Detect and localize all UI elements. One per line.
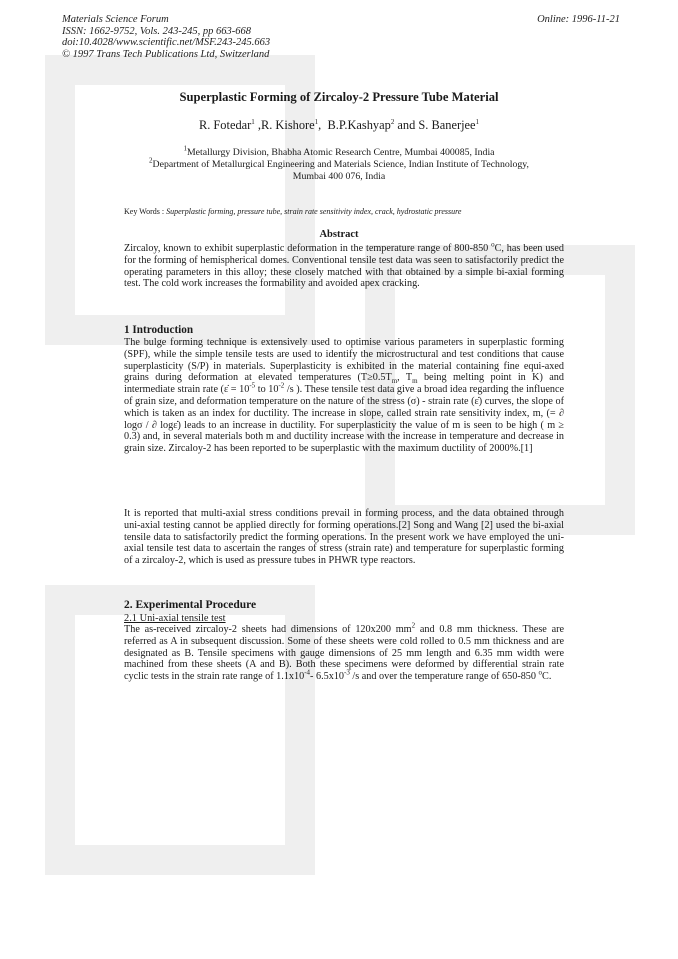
affiliation-2-line2: Mumbai 400 076, India: [292, 171, 386, 182]
paper-title: Superplastic Forming of Zircaloy-2 Pressure Tube Material: [179, 90, 499, 104]
superscript: -2: [278, 381, 285, 390]
text-run: The as-received zircaloy-2 sheets had dimensions of 120x200 mm: [124, 624, 412, 635]
text-run: , T: [397, 372, 413, 384]
abstract-part: C, has been used for the forming of hemispherical domes. Conventional tensile test data was seen to satisfactorily predict the operating parameters in this alloy; these closely matched with that obtained by a simple bi-axial forming test. The cold work increases the formability and avoided apex cracking.: [124, 243, 564, 290]
degree-sup: o: [538, 668, 543, 677]
abstract-text: [124, 240, 564, 290]
section-heading-introduction: 1 Introduction: [124, 324, 194, 336]
keywords: [124, 207, 461, 216]
online-date: Online: 1996-11-21: [537, 14, 620, 25]
keywords-text: Superplastic forming, pressure tube, strain rate sensitivity index, crack, hydrostatic pressure: [166, 207, 462, 216]
journal-doi[interactable]: doi:10.4028/www.scientific.net/MSF.243-245.663: [62, 37, 271, 49]
author-name: S. Banerjee: [418, 118, 476, 132]
journal-issn: ISSN: 1662-9752, Vols. 243-245, pp 663-668: [62, 25, 251, 37]
subsection-heading-tensile: 2.1 Uni-axial tensile test: [124, 613, 226, 624]
text-run: /s and over the temperature range of 650-850: [349, 671, 539, 683]
affiliation-text: Department of Metallurgical Engineering and Materials Science, Indian Institute of Technology,: [152, 159, 529, 170]
subscript: m: [412, 377, 418, 386]
superscript: 2: [411, 621, 416, 630]
abstract-heading: Abstract: [319, 229, 359, 240]
text-run: - 6.5x10: [310, 671, 345, 683]
introduction-paragraph-2: It is reported that multi-axial stress conditions prevail in forming process, and the data obtained through uni-axial testing cannot be applied directly for forming operations.[2] Song and Wang [2] used the bi-axial tensile data to satisfactorily predict the forming operations. In the present work we have employed the uni-axial tensile test data to ascertain the ranges of stress (strain rate) and temperature for superplastic forming of a zircaloy-2, which is used as pressure tubes in PHWR type reactors.: [124, 508, 564, 567]
abstract-part: Zircaloy, known to exhibit superplastic deformation in the temperature range of 800-850: [124, 243, 492, 254]
affiliation-sup: 2: [149, 156, 153, 165]
author-name: R. Kishore: [260, 118, 315, 132]
superscript: -3: [344, 668, 350, 677]
journal-name: Materials Science Forum: [62, 14, 169, 25]
author-separator: ,: [254, 118, 261, 132]
text-run: being melting point in K) and intermediate strain rate (ε̇ = 10: [124, 372, 564, 396]
affiliations: [0, 144, 678, 183]
author-affil-sup: 1: [475, 117, 480, 126]
author-name: B.P.Kashyap: [327, 118, 391, 132]
author-list: [0, 118, 678, 133]
keywords-label: Key Words :: [124, 207, 167, 216]
text-run: C.: [542, 671, 552, 683]
superscript: -4: [304, 668, 311, 677]
author-affil-sup: 2: [390, 117, 395, 126]
author-affil-sup: 1: [314, 117, 319, 126]
journal-header: [62, 14, 270, 60]
text-run: to 10: [255, 384, 279, 396]
text-run: and 0.8 mm thickness. These are referred as A in subsequent discussion. Some of these sheets were cold rolled to 0.5 mm thickness and are designated as B. Tensile specimens with gauge dimensions of 25 mm length and 6.35 mm width were machined from these sheets (A and B). Both these specimens were deformed by differential strain rate cyclic tests in the strain rate range of 1.1x10: [124, 624, 564, 683]
subscript: m: [391, 377, 398, 386]
section-heading-experimental: 2. Experimental Procedure: [124, 599, 257, 611]
journal-copyright: © 1997 Trans Tech Publications Ltd, Switzerland: [62, 48, 270, 60]
affiliation-sup: 1: [183, 144, 187, 153]
degree-sup: o: [491, 240, 495, 249]
author-separator: and: [394, 118, 419, 132]
introduction-paragraph-1: [124, 337, 564, 455]
experimental-paragraph: [124, 621, 564, 683]
text-run: /s ). These tensile test data give a broad idea regarding the influence of grain size, and deformation temperature on the nature of the stress (σ) - strain rate (ε̇) curves, the slope of which is taken as an index for ductility. The increase in slope, called strain rate sensitivity index, m, (= ∂ logσ / ∂ logε̇) leads to an increase in ductility. For superplasticity the value of m is seen to be high ( m ≥ 0.3) and, in several materials both m and ductility increase with the increase in temperature and decrease in grain size. Zircaloy-2 has been reported to be superplastic with the maximum ductility of 2000%.[1]: [124, 384, 564, 455]
author-name: R. Fotedar: [198, 118, 252, 132]
superscript: -5: [249, 381, 256, 390]
affiliation-1: [0, 144, 678, 159]
affiliation-text: Metallurgy Division, Bhabha Atomic Research Centre, Mumbai 400085, India: [186, 147, 495, 158]
author-separator: ,: [318, 118, 328, 132]
author-affil-sup: 1: [251, 117, 255, 126]
text-run: The bulge forming technique is extensively used to optimise various parameters in superplastic forming (SPF), while the simple tensile tests are used to identify the microstructural and test conditions that cause superplasticity (S/P) in materials. Superplasticity is exhibited in the material containing fine equi-axed grains during deformation at elevated temperatures (T≥0.5T: [124, 337, 564, 384]
affiliation-2: [0, 156, 678, 171]
